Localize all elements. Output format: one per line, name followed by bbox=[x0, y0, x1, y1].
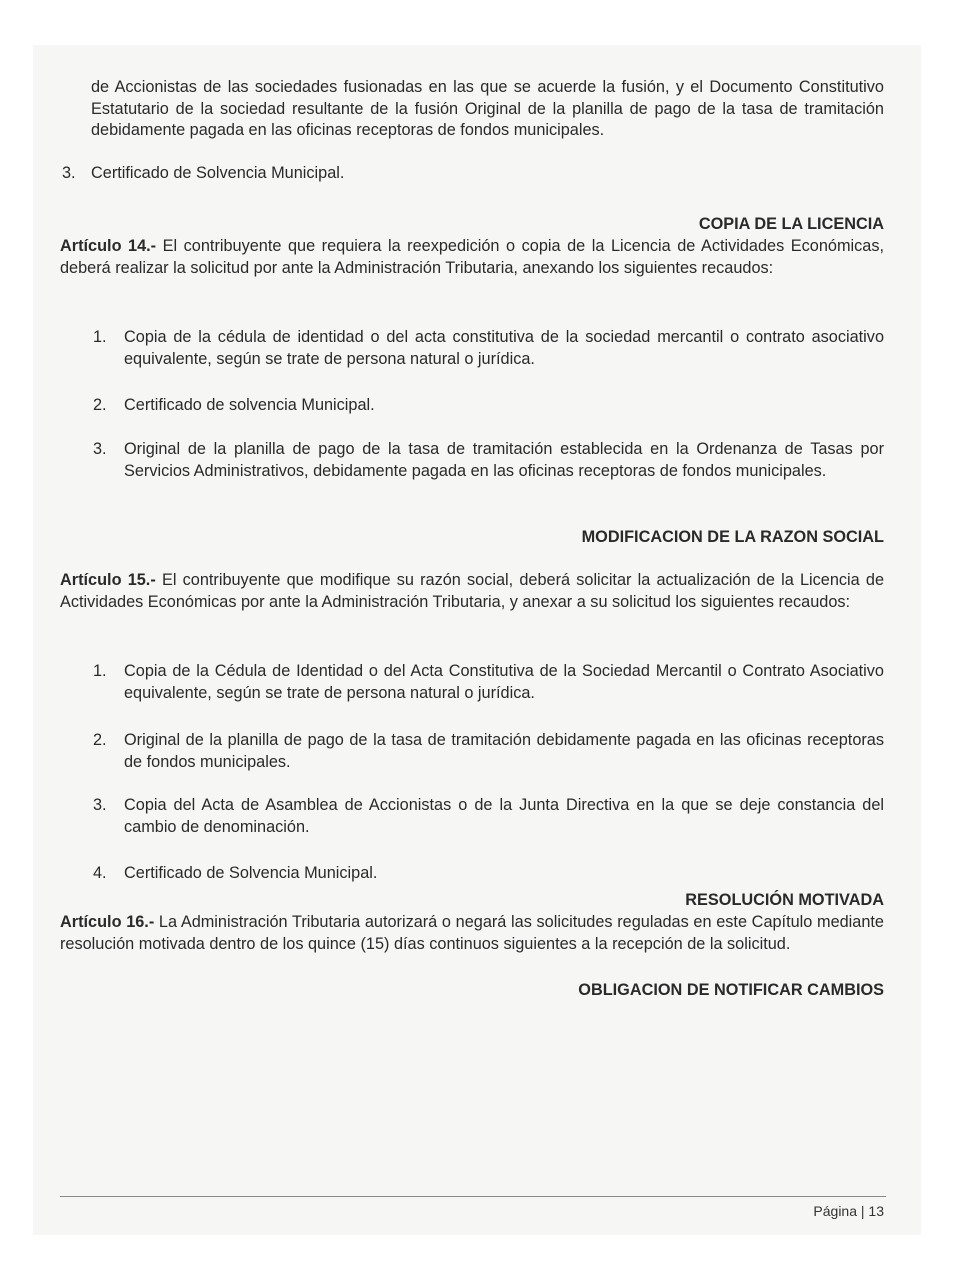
list-item: Certificado de solvencia Municipal. bbox=[124, 396, 375, 414]
list-number: 1. bbox=[93, 662, 107, 680]
list-item: Original de la planilla de pago de la tasa de tramitación debidamente pagada en las oficinas receptoras de fondos municipales. bbox=[124, 731, 884, 771]
article-text: El contribuyente que modifique su razón social, deberá solicitar la actualización de la Licencia de Actividades Económicas por ante la Administración Tributaria, y anexar a su solicitud los siguientes recaudos: bbox=[60, 571, 885, 611]
list-number: 1. bbox=[93, 328, 107, 346]
article-16 bbox=[60, 912, 884, 955]
list-number: 4. bbox=[93, 864, 107, 882]
list-number: 3. bbox=[62, 164, 76, 182]
list-number: 2. bbox=[93, 396, 107, 414]
article-15 bbox=[60, 570, 884, 613]
article-label: Artículo 14.- bbox=[60, 237, 157, 255]
list-number: 3. bbox=[93, 440, 107, 458]
article-text: La Administración Tributaria autorizará o negará las solicitudes reguladas en este Capítulo mediante resolución motivada dentro de los quince (15) días continuos siguientes a la recepción de la solicitud. bbox=[60, 913, 884, 953]
list-number: 2. bbox=[93, 731, 107, 749]
list-number: 3. bbox=[93, 796, 107, 814]
list-item: Certificado de Solvencia Municipal. bbox=[91, 164, 345, 182]
intro-continuation: de Accionistas de las sociedades fusionadas en las que se acuerde la fusión, y el Documento Constitutivo Estatutario de la sociedad resultante de la fusión Original de la planilla de pago de la tasa de tramitación debidamente pagada en las oficinas receptoras de fondos municipales. bbox=[91, 78, 884, 140]
list-item: Original de la planilla de pago de la tasa de tramitación establecida en la Ordenanza de Tasas por Servicios Administrativos, debidamente pagada en las oficinas receptoras de fondos municipales. bbox=[124, 440, 884, 480]
list-item: Certificado de Solvencia Municipal. bbox=[124, 864, 378, 882]
article-text: El contribuyente que requiera la reexpedición o copia de la Licencia de Actividades Económicas, deberá realizar la solicitud por ante la Administración Tributaria, anexando los siguientes recaudos: bbox=[60, 237, 884, 277]
section-heading: COPIA DE LA LICENCIA bbox=[698, 215, 884, 233]
article-label: Artículo 15.- bbox=[60, 571, 156, 589]
page-number: Página | 13 bbox=[813, 1203, 884, 1219]
section-heading: RESOLUCIÓN MOTIVADA bbox=[685, 891, 884, 909]
section-heading: OBLIGACION DE NOTIFICAR CAMBIOS bbox=[578, 981, 884, 999]
list-item: Copia de la cédula de identidad o del acta constitutiva de la sociedad mercantil o contrato asociativo equivalente, según se trate de persona natural o jurídica. bbox=[124, 328, 884, 368]
list-item: Copia del Acta de Asamblea de Accionistas o de la Junta Directiva en la que se deje constancia del cambio de denominación. bbox=[124, 796, 884, 836]
section-heading: MODIFICACION DE LA RAZON SOCIAL bbox=[581, 528, 884, 546]
footer-divider bbox=[60, 1196, 886, 1197]
article-14 bbox=[60, 236, 884, 279]
list-item: Copia de la Cédula de Identidad o del Acta Constitutiva de la Sociedad Mercantil o Contrato Asociativo equivalente, según se trate de persona natural o jurídica. bbox=[124, 662, 884, 702]
article-label: Artículo 16.- bbox=[60, 913, 155, 931]
